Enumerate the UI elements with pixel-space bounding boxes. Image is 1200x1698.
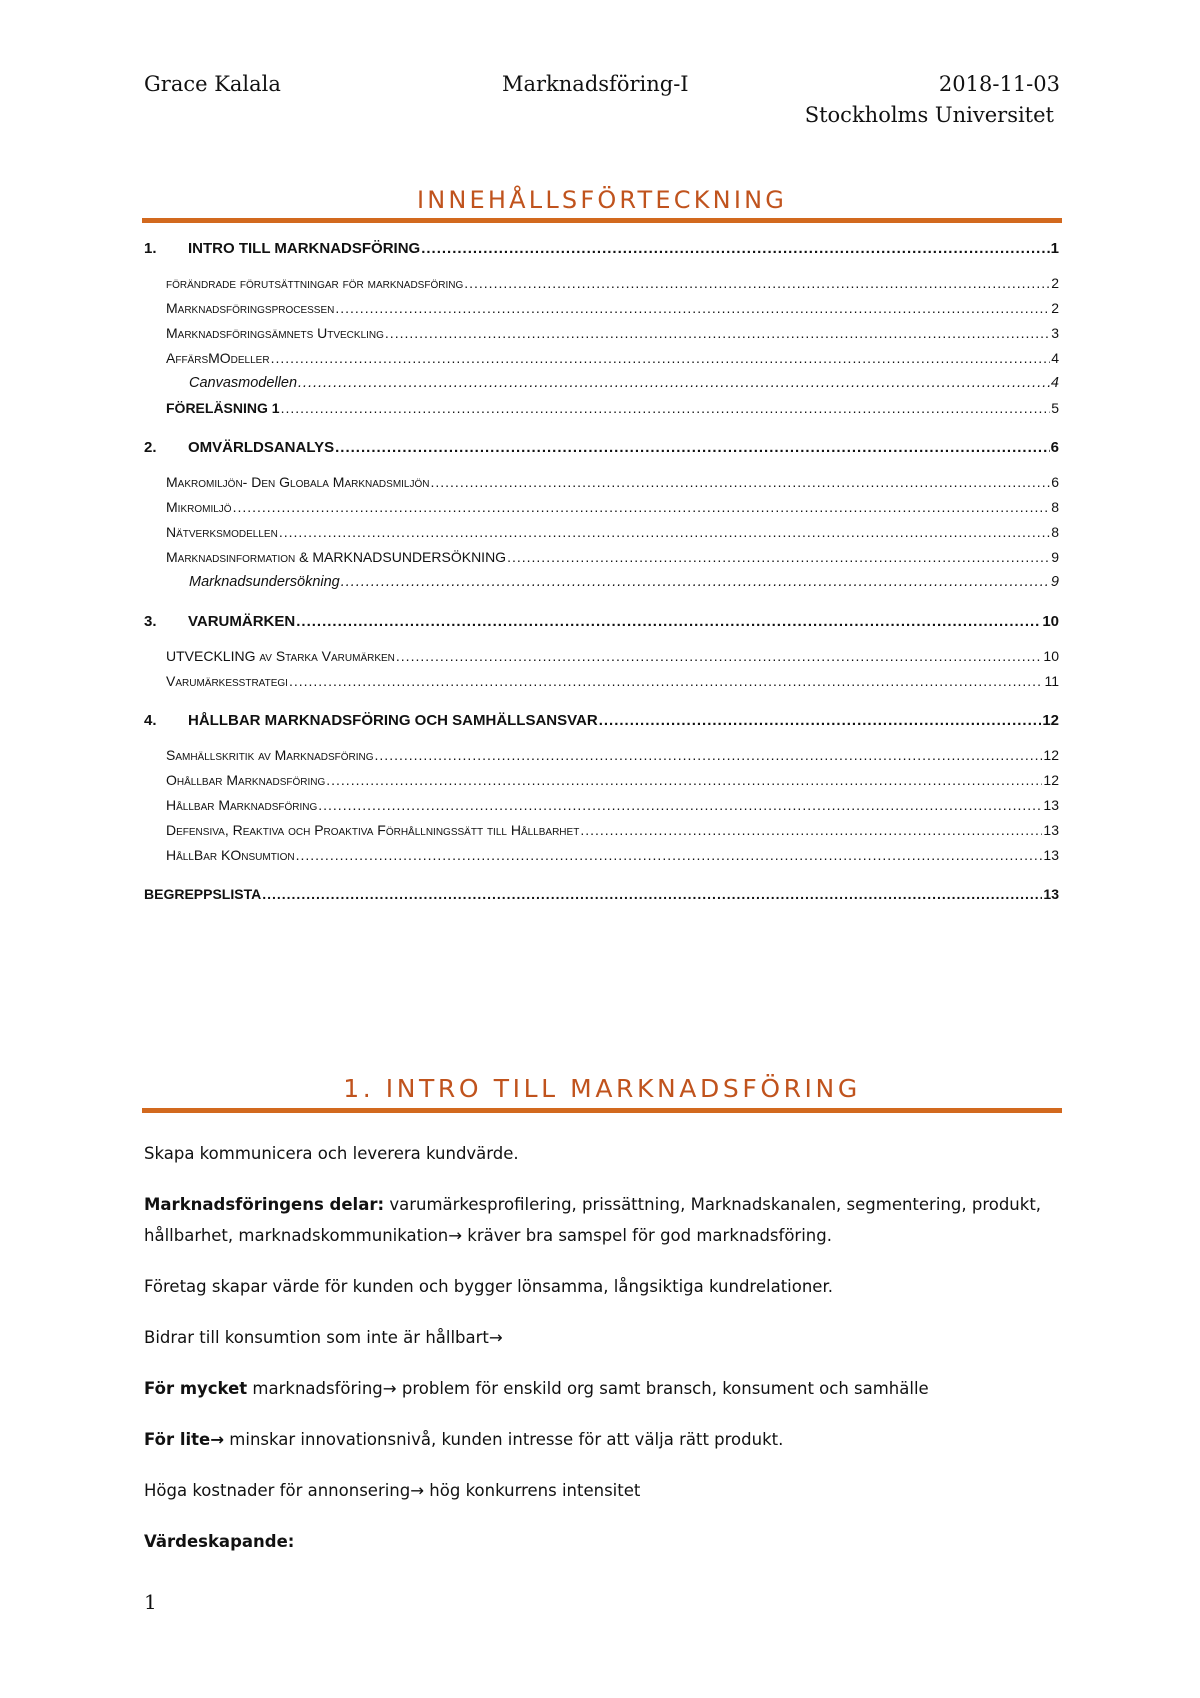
toc-entry[interactable]: Marknadsinformation & MARKNADSUNDERSÖKNING ..... 9 [144, 549, 1059, 574]
paragraph: Bidrar till konsumtion som inte är hållbart→ [144, 1328, 503, 1347]
toc-entry[interactable]: BEGREPPSLISTA ..... 13 [144, 886, 1059, 907]
toc-entry[interactable]: 4. HÅLLBAR MARKNADSFÖRING OCH SAMHÄLLSANSVAR ..... 12 [144, 712, 1059, 733]
paragraph: Höga kostnader för annonsering→ hög konkurrens intensitet [144, 1481, 641, 1500]
toc-entry[interactable]: Marknadsföringsämnets Utveckling ..... 3 [144, 325, 1059, 350]
toc-entry[interactable]: förändrade förutsättningar för marknadsföring ..... 2 [144, 275, 1059, 300]
section-body [144, 1138, 1064, 1577]
paragraph: Skapa kommunicera och leverera kundvärde. [144, 1144, 519, 1163]
toc-entry[interactable]: Canvasmodellen ..... 4 [144, 375, 1059, 400]
paragraph: Företag skapar värde för kunden och bygger lönsamma, långsiktiga kundrelationer. [144, 1277, 833, 1296]
table-of-contents [144, 240, 1059, 907]
section-title-rule [142, 1108, 1062, 1113]
toc-entry[interactable]: Varumärkesstrategi ..... 11 [144, 673, 1059, 698]
toc-title-rule [142, 218, 1062, 223]
toc-entry[interactable]: 2. OMVÄRLDSANALYS ..... 6 [144, 439, 1059, 460]
toc-entry[interactable]: FÖRELÄSNING 1 ..... 5 [144, 400, 1059, 425]
header-date: 2018-11-03 [938, 72, 1060, 96]
toc-entry[interactable]: Hållbar Marknadsföring ..... 13 [144, 797, 1059, 822]
toc-entry[interactable]: 1. INTRO TILL MARKNADSFÖRING ..... 1 [144, 240, 1059, 261]
toc-title: INNEHÅLLSFÖRTECKNING [416, 186, 788, 214]
toc-entry[interactable]: Marknadsundersökning ..... 9 [144, 574, 1059, 599]
section-title: 1. INTRO TILL MARKNADSFÖRING [343, 1074, 861, 1103]
toc-entry[interactable]: UTVECKLING av Starka Varumärken ..... 10 [144, 648, 1059, 673]
page-number: 1 [144, 1590, 157, 1614]
toc-entry[interactable]: HållBar KOnsumtion ..... 13 [144, 847, 1059, 872]
header-author: Grace Kalala [144, 72, 281, 96]
toc-entry[interactable]: AffärsMOdeller ..... 4 [144, 350, 1059, 375]
paragraph: Marknadsföringens delar: varumärkesprofilering, prissättning, Marknadskanalen, segmentering, produkt, hållbarhet, marknadskommunikation→ kräver bra samspel för god marknadsföring. [144, 1195, 1042, 1245]
toc-entry[interactable]: Samhällskritik av Marknadsföring ..... 12 [144, 747, 1059, 772]
paragraph: För lite→ minskar innovationsnivå, kunden intresse för att välja rätt produkt. [144, 1430, 784, 1449]
paragraph: För mycket marknadsföring→ problem för enskild org samt bransch, konsument och samhälle [144, 1379, 929, 1398]
toc-entry[interactable]: Defensiva, Reaktiva och Proaktiva Förhållningssätt till Hållbarhet ..... 13 [144, 822, 1059, 847]
header-university: Stockholms Universitet [804, 103, 1054, 127]
header-course: Marknadsföring-I [502, 72, 689, 96]
toc-entry[interactable]: Makromiljön- Den Globala Marknadsmiljön ..... 6 [144, 474, 1059, 499]
paragraph: Värdeskapande: [144, 1532, 295, 1551]
toc-entry[interactable]: 3. VARUMÄRKEN ..... 10 [144, 613, 1059, 634]
toc-entry[interactable]: Marknadsföringsprocessen ..... 2 [144, 300, 1059, 325]
toc-entry[interactable]: Mikromiljö ..... 8 [144, 499, 1059, 524]
toc-entry[interactable]: Nätverksmodellen ..... 8 [144, 524, 1059, 549]
toc-entry[interactable]: Ohållbar Marknadsföring ..... 12 [144, 772, 1059, 797]
